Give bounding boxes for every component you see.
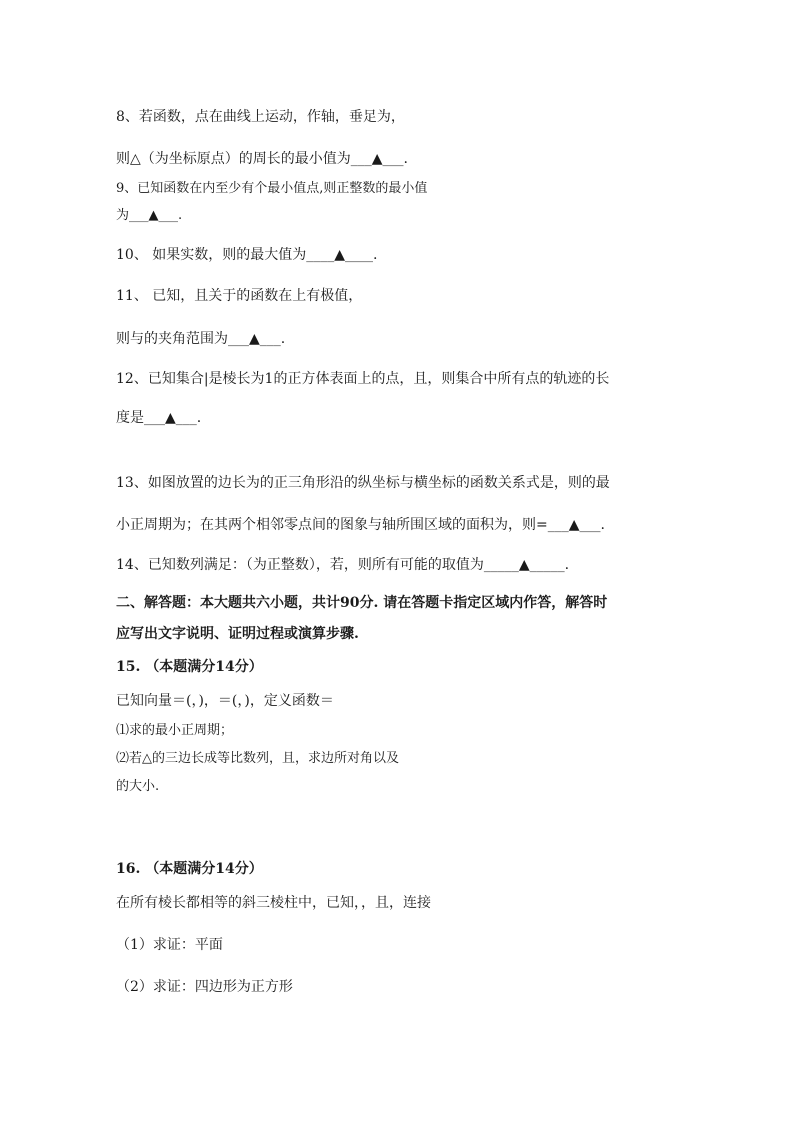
question-15-part-2: ⑵若△的三边长成等比数列，且，求边所对角以及 <box>116 751 399 766</box>
question-11-line-2 <box>116 330 285 348</box>
question-14 <box>116 556 569 574</box>
question-10-text: 10、 如果实数，则的最大值为 <box>116 247 307 263</box>
question-15-header: 15. （本题满分14分） <box>116 659 263 675</box>
section-2-heading-line-1: 二、解答题：本大题共六小题，共计90分. 请在答题卡指定区域内作答，解答时 <box>116 595 608 611</box>
question-14-end: . <box>564 557 570 573</box>
question-14-text: 14、已知数列满足：（为正整数），若，则所有可能的取值为 <box>116 557 484 573</box>
question-11-line-1: 11、 已知，且关于的函数在上有极值， <box>116 288 363 304</box>
question-16-line-1: 在所有棱长都相等的斜三棱柱中，已知，，且，连接 <box>116 895 431 911</box>
question-15-part-1: ⑴求的最小正周期； <box>116 723 234 738</box>
answer-blank: _____▲_____ <box>483 557 565 573</box>
section-2-heading-line-2: 应写出文字说明、证明过程或演算步骤. <box>116 626 359 642</box>
question-12-line-2 <box>116 409 201 427</box>
question-13-line-2 <box>116 516 605 534</box>
question-12-text: 度是 <box>116 410 144 426</box>
answer-blank: ___▲___ <box>129 208 179 223</box>
question-11-text: 则与的夹角范围为 <box>116 331 228 347</box>
question-9-line-2 <box>116 207 182 225</box>
question-9-text: 为 <box>116 208 130 223</box>
question-9-end: . <box>178 208 183 223</box>
question-15-line-1: 已知向量＝(，)，＝(，)，定义函数＝ <box>116 693 334 709</box>
question-8-line-2 <box>116 150 408 168</box>
question-16-part-1: （1）求证：平面 <box>116 937 223 953</box>
answer-blank: ___▲___ <box>350 151 404 167</box>
question-8-text: 则△（为坐标原点）的周长的最小值为 <box>116 151 351 167</box>
question-8-line-1: 8、若函数，点在曲线上运动，作轴，垂足为， <box>116 109 405 125</box>
question-12-end: . <box>196 410 202 426</box>
answer-blank: ___▲___ <box>547 517 601 533</box>
answer-blank: ____▲____ <box>306 247 374 263</box>
question-8-end: . <box>403 151 408 167</box>
question-9-line-1: 9、已知函数在内至少有个最小值点,则正整数的最小值 <box>116 181 428 196</box>
question-13-end: . <box>600 517 605 533</box>
question-13-line-1: 13、如图放置的边长为的正三角形沿的纵坐标与横坐标的函数关系式是，则的最 <box>116 475 610 491</box>
question-13-text: 小正周期为；在其两个相邻零点间的图象与轴所围区域的面积为，则= <box>116 517 548 533</box>
question-16-part-2: （2）求证：四边形为正方形 <box>116 979 293 995</box>
question-15-part-3: 的大小. <box>116 779 160 794</box>
question-10 <box>116 246 378 264</box>
question-16-header: 16. （本题满分14分） <box>116 861 263 877</box>
question-10-end: . <box>373 247 378 263</box>
question-12-line-1: 12、已知集合|是棱长为1的正方体表面上的点，且，则集合中所有点的轨迹的长 <box>116 371 610 387</box>
question-11-end: . <box>280 331 286 347</box>
answer-blank: ___▲___ <box>228 331 281 347</box>
answer-blank: ___▲___ <box>144 410 197 426</box>
